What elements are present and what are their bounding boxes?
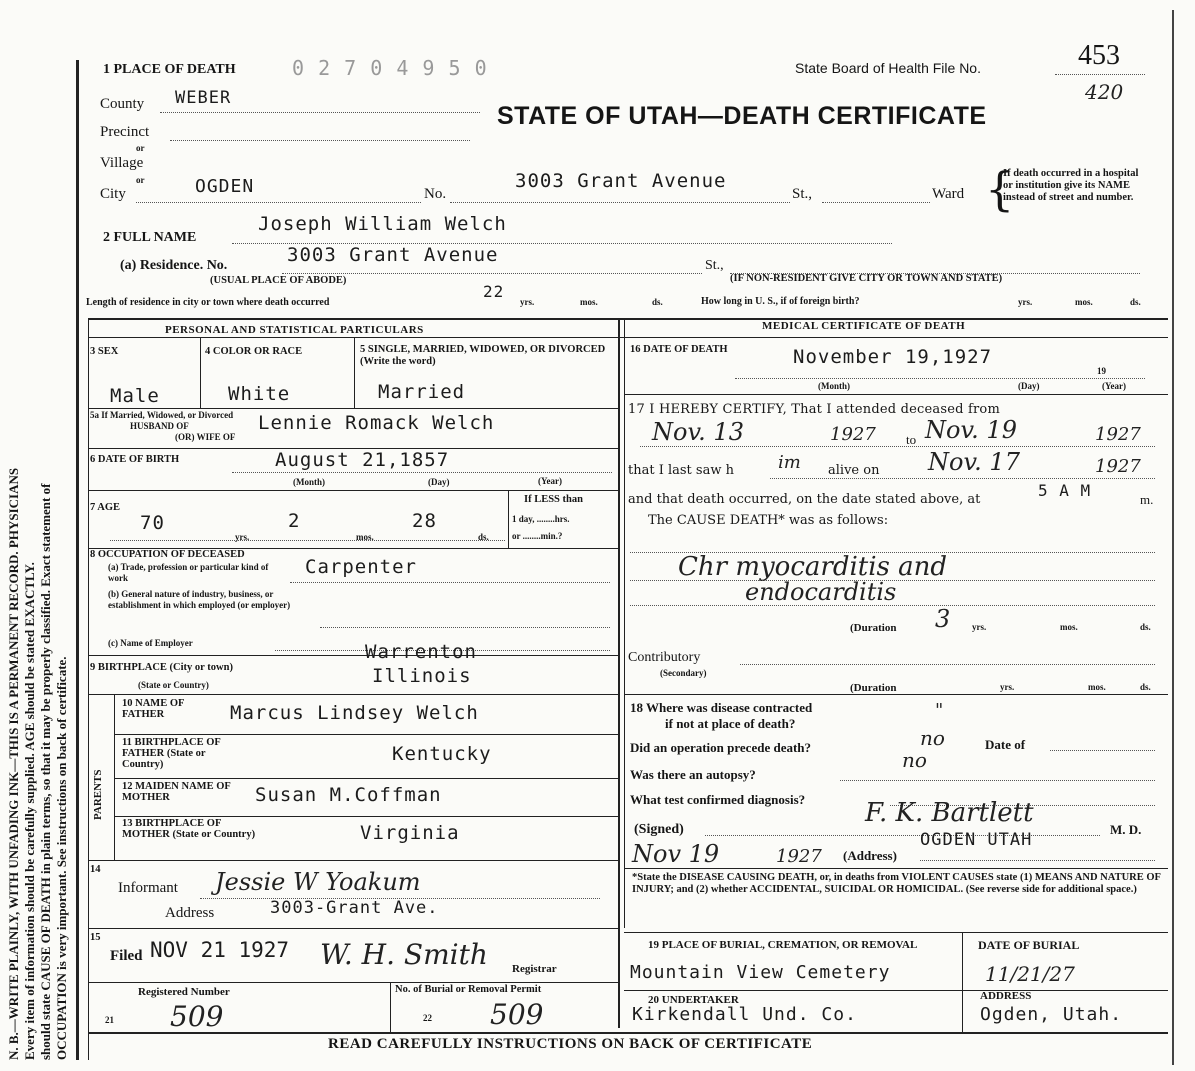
file-no-handwritten: 420 (1085, 80, 1124, 104)
attended-from-year: 1927 (830, 424, 876, 445)
age-line (110, 540, 505, 541)
contrib-yrs: yrs. (1000, 682, 1015, 692)
column-divider-2 (624, 318, 625, 928)
autopsy-value: no (902, 748, 927, 772)
precinct-line (170, 140, 470, 141)
how-long-yrs: yrs. (1018, 297, 1033, 307)
occupation-label: 8 OCCUPATION OF DECEASED (90, 549, 245, 560)
mother-value: Susan M.Coffman (255, 784, 442, 806)
secondary-label: (Secondary) (660, 668, 707, 678)
duration-label: (Duration (850, 622, 897, 634)
to-label: to (906, 432, 917, 447)
city-line (136, 202, 421, 203)
death-day: (Day) (1018, 381, 1040, 391)
full-name-label: 2 FULL NAME (103, 230, 197, 245)
village-label: Village (100, 155, 144, 171)
date-of-death-line (735, 378, 1145, 379)
date-of-death-label: 16 DATE OF DEATH (630, 344, 728, 355)
residence-line (282, 273, 702, 274)
color-label: 4 COLOR OR RACE (205, 346, 303, 357)
signed-line (705, 835, 1100, 836)
informant-label: Informant (118, 880, 178, 896)
row-13-line (88, 860, 618, 861)
marital-label: 5 SINGLE, MARRIED, WIDOWED, OR DIVORCED (Write the word) (360, 344, 606, 367)
city-value: OGDEN (195, 176, 255, 197)
row-15-line (88, 982, 618, 983)
occupation-value: Carpenter (305, 556, 417, 578)
burial-date-label: DATE OF BURIAL (978, 938, 1080, 952)
burial-place-label: 19 PLACE OF BURIAL, CREMATION, OR REMOVAL (648, 939, 918, 951)
death-year: (Year) (1102, 381, 1126, 391)
physician-signature: F. K. Bartlett (865, 798, 1034, 828)
row-note-line (624, 932, 1168, 933)
no-label: No. (424, 186, 447, 202)
column-divider (618, 318, 620, 1028)
age-mos-label: mos. (356, 532, 374, 542)
undertaker-label: 20 UNDERTAKER (648, 994, 739, 1006)
burial-place-value: Mountain View Cemetery (630, 962, 891, 983)
last-saw-date: Nov. 17 (928, 448, 1020, 476)
undertaker-address-label: ADDRESS (980, 990, 1032, 1002)
hospital-note: If death occurred in a hospital or institution give its NAME instead of street and number. (1003, 168, 1139, 203)
age-years: 70 (140, 512, 165, 534)
row-11-line (114, 778, 618, 779)
informant-no: 14 (90, 864, 101, 875)
occurred-time: 5 A M (1038, 481, 1092, 500)
occ-a-label: (a) Trade, profession or particular kind of work (108, 562, 269, 583)
footer-instructions: READ CAREFULLY INSTRUCTIONS ON BACK OF CERTIFICATE (328, 1036, 813, 1052)
burial-prefix: 22 (423, 1013, 432, 1023)
age-days: 28 (412, 510, 437, 532)
city-label: City (100, 186, 126, 202)
parents-label: PARENTS (92, 769, 104, 820)
filed-date: NOV 21 1927 (150, 938, 290, 962)
bottom-line (88, 1032, 1168, 1034)
mother-bp-value: Virginia (360, 822, 460, 844)
or-label-2: or (136, 175, 145, 185)
attended-line (640, 446, 1155, 447)
file-no-label: State Board of Health File No. (795, 60, 981, 76)
informant-address: 3003-Grant Ave. (270, 898, 439, 918)
date-of-label: Date of (985, 737, 1026, 752)
date-of-death-value: November 19,1927 (793, 346, 993, 368)
dob-value: August 21,1857 (275, 449, 450, 471)
burial-divider (962, 932, 963, 1032)
q18-value: " (935, 700, 944, 721)
undertaker-address: Ogden, Utah. (980, 1004, 1123, 1025)
contrib-ds: ds. (1140, 682, 1151, 692)
length-yrs: yrs. (520, 297, 535, 307)
birthplace-state: Illinois (372, 665, 472, 687)
hospital-brace: { (985, 162, 1015, 216)
death-month: (Month) (818, 381, 850, 391)
address-label-med: (Address) (843, 848, 897, 863)
registrar-signature: W. H. Smith (320, 938, 488, 971)
row-14-line (88, 928, 618, 929)
how-long-ds: ds. (1130, 297, 1141, 307)
filed-label: Filed (110, 948, 143, 964)
alive-on-label: alive on (828, 463, 880, 478)
row-12-line (114, 816, 618, 817)
age-yrs-label: yrs. (235, 532, 250, 542)
certificate-title: STATE OF UTAH—DEATH CERTIFICATE (497, 102, 987, 130)
personal-section-title: PERSONAL AND STATISTICAL PARTICULARS (165, 324, 424, 336)
undertaker-value: Kirkendall Und. Co. (632, 1004, 857, 1025)
section-top-line (88, 318, 1168, 320)
burial-permit-label: No. of Burial or Removal Permit (395, 984, 542, 995)
reg-number-value: 509 (170, 1000, 224, 1033)
medical-section-title: MEDICAL CERTIFICATE OF DEATH (762, 320, 966, 332)
last-saw-line (770, 478, 1155, 479)
row-17-line (624, 694, 1168, 695)
registrar-label: Registrar (512, 963, 557, 975)
right-border (1172, 10, 1174, 1065)
row-10-line (114, 734, 618, 735)
q18-line2: if not at place of death? (665, 716, 796, 731)
place-of-death-label: 1 PLACE OF DEATH (103, 62, 236, 77)
dob-month: (Month) (293, 477, 325, 487)
occupation-line (290, 582, 610, 583)
street-value: 3003 Grant Avenue (515, 170, 727, 192)
father-value: Marcus Lindsey Welch (230, 702, 479, 724)
dob-day: (Day) (428, 477, 450, 487)
or-label-1: or (136, 143, 145, 153)
dob-line (232, 472, 612, 473)
birthplace-label: 9 BIRTHPLACE (City or town) (90, 662, 233, 673)
sex-value: Male (110, 385, 160, 407)
signed-date: Nov 19 (632, 840, 720, 868)
occurred-label: and that death occurred, on the date stated above, at (628, 492, 981, 507)
address-line-med (920, 860, 1155, 861)
attended-to: Nov. 19 (925, 416, 1017, 444)
cause-line-c (630, 605, 1155, 606)
burial-permit-value: 509 (490, 998, 544, 1031)
cause-line-b (630, 580, 1155, 581)
last-saw-year: 1927 (1095, 456, 1141, 477)
mother-bp-label: 13 BIRTHPLACE OF MOTHER (State or Country) (122, 818, 256, 840)
length-mos: mos. (580, 297, 598, 307)
less-than-label: If LESS than (524, 494, 583, 505)
operation-value: no (920, 726, 945, 750)
residence-label: (a) Residence. No. (120, 258, 228, 273)
residence-value: 3003 Grant Avenue (287, 244, 499, 266)
row-8-line (88, 655, 618, 656)
color-divider (354, 338, 355, 408)
sex-label: 3 SEX (90, 346, 119, 357)
attended-to-year: 1927 (1095, 424, 1141, 445)
residence-st: St., (705, 258, 724, 273)
mother-label: 12 MAIDEN NAME OF MOTHER (122, 781, 231, 803)
color-value: White (228, 383, 291, 405)
sex-divider (200, 338, 201, 408)
section-header-line (88, 337, 1168, 338)
side-instruction-1: N. B.—WRITE PLAINLY, WITH UNFADING INK—THIS IS A PERMANENT RECORD. PHYSICIANS (6, 467, 21, 1060)
left-border (76, 60, 79, 1060)
burial-date-value: 11/21/27 (985, 962, 1075, 986)
contributory-line (740, 664, 1155, 665)
full-name-value: Joseph William Welch (258, 213, 507, 235)
occ-b-label: (b) General nature of industry, business, or establishment in which employed (or employer) (108, 589, 291, 610)
father-label: 10 NAME OF FATHER (122, 698, 185, 720)
age-months: 2 (288, 510, 301, 532)
cause-note: *State the DISEASE CAUSING DEATH, or, in deaths from VIOLENT CAUSES state (1) MEANS AND NATURE OF INJURY; and (2) whether ACCIDENTAL, SUICIDAL OR HOMICIDAL. (See reverse side for additional space.) (632, 872, 1161, 895)
duration-mos: mos. (1060, 622, 1078, 632)
street-line (450, 202, 790, 203)
occ-c-label: (c) Name of Employer (108, 638, 193, 648)
cause-line-a (630, 552, 1155, 553)
test-label: What test confirmed diagnosis? (630, 792, 806, 807)
row-16-line (624, 394, 1168, 395)
contrib-mos: mos. (1088, 682, 1106, 692)
duration-value: 3 (935, 605, 951, 633)
reg-divider (390, 982, 391, 1032)
one-day-label: 1 day, ........hrs. (512, 514, 570, 524)
spouse-value: Lennie Romack Welch (258, 412, 495, 434)
non-resident-label: (IF NON-RESIDENT GIVE CITY OR TOWN AND STATE) (730, 273, 1003, 284)
spouse-label-b: HUSBAND OF (130, 421, 189, 431)
ward-label: Ward (932, 186, 965, 202)
cause-line-2: endocarditis (745, 578, 897, 606)
file-no-line (1055, 74, 1145, 75)
length-ds: ds. (652, 297, 663, 307)
dob-label: 6 DATE OF BIRTH (90, 454, 180, 465)
q18-number: 18 Where was disease contracted (630, 700, 813, 715)
county-value: WEBER (175, 88, 232, 108)
cause-label: The CAUSE DEATH* was as follows: (648, 513, 889, 528)
cause-line-1: Chr myocarditis and (678, 552, 948, 582)
row-5-line (88, 408, 618, 409)
md-label: M. D. (1110, 822, 1142, 837)
physician-address: OGDEN UTAH (920, 830, 1033, 850)
marital-value: Married (378, 381, 466, 403)
spouse-label-a: 5a If Married, Widowed, or Divorced (90, 410, 234, 420)
row-18-line (624, 868, 1168, 869)
birthplace-state-label: (State or Country) (138, 680, 209, 690)
duration-ds: ds. (1140, 622, 1151, 632)
occ-b-line (320, 627, 610, 628)
father-bp-label: 11 BIRTHPLACE OF FATHER (State or Country) (122, 737, 221, 770)
usual-place-label: (USUAL PLACE OF ABODE) (210, 275, 347, 286)
informant-value: Jessie W Yoakum (215, 868, 421, 896)
duration-yrs: yrs. (972, 622, 987, 632)
signed-year: 1927 (776, 846, 822, 867)
age-label: 7 AGE (90, 502, 121, 513)
how-long-label: How long in U. S., if of foreign birth? (701, 296, 860, 307)
length-label: Length of residence in city or town where death occurred (86, 297, 330, 308)
death-year-small: 19 (1097, 366, 1106, 376)
informant-address-label: Address (165, 905, 215, 921)
birthplace-city: Warrenton (365, 641, 477, 663)
row-6-line (88, 490, 618, 491)
autopsy-label: Was there an autopsy? (630, 767, 756, 782)
last-saw-pronoun: im (778, 452, 801, 473)
contrib-duration-label: (Duration (850, 682, 897, 694)
reg-prefix: 21 (105, 1015, 114, 1025)
m-label: m. (1140, 492, 1154, 507)
how-long-mos: mos. (1075, 297, 1093, 307)
st-label: St., (792, 186, 813, 202)
serial-number: 0 2 7 0 4 9 5 0 (292, 56, 488, 80)
file-no: 453 (1078, 40, 1120, 71)
filed-no: 15 (90, 932, 101, 943)
side-instruction-2: Every item of information should be carefully supplied. AGE should be stated EXACTLY. (22, 562, 37, 1060)
operation-label: Did an operation precede death? (630, 740, 812, 755)
precinct-label: Precinct (100, 124, 150, 140)
father-bp-value: Kentucky (392, 743, 492, 765)
date-of-line (1050, 750, 1155, 751)
county-line (160, 112, 480, 113)
left-border-inner (88, 320, 89, 1060)
certify-text: 17 I HEREBY CERTIFY, That I attended deceased from (628, 402, 1000, 417)
row-19-line (624, 990, 1168, 991)
last-saw-label: that I last saw h (628, 463, 734, 478)
signed-label: (Signed) (634, 822, 684, 837)
side-instruction-4: OCCUPATION is very important. See instructions on back of certificate. (54, 656, 69, 1060)
contributory-label: Contributory (628, 650, 701, 665)
less-than-divider (508, 490, 509, 548)
side-instruction-3: should state CAUSE OF DEATH in plain terms, so that it may be properly classified. Exact statement of (38, 483, 53, 1060)
reg-number-label: Registered Number (138, 986, 230, 998)
attended-from: Nov. 13 (652, 418, 744, 446)
age-ds-label: ds. (478, 532, 489, 542)
or-min-label: or ........min.? (512, 531, 563, 541)
spouse-label-c: (OR) WIFE OF (175, 432, 236, 442)
autopsy-line (840, 780, 1155, 781)
ward-line (822, 202, 930, 203)
row-9-line (88, 694, 618, 695)
county-label: County (100, 96, 145, 112)
dob-year: (Year) (538, 476, 562, 486)
parents-divider (114, 694, 115, 860)
length-value: 22 (483, 282, 505, 301)
